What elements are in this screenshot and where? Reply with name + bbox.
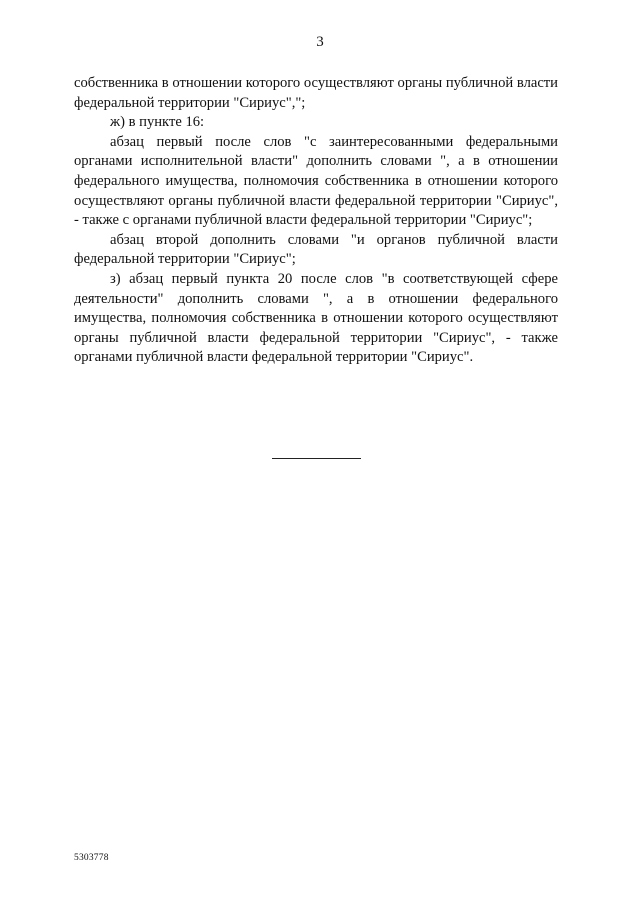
paragraph-item-zh: ж) в пункте 16: bbox=[110, 114, 205, 131]
paragraph-continuation: собственника в отношении которого осуществляют органы публичной власти федеральной территории "Сириус","; bbox=[74, 75, 558, 111]
end-divider-line bbox=[272, 458, 361, 459]
paragraph-second-abzac: абзац второй дополнить словами "и органов публичной власти федеральной территории "Сириус"; bbox=[74, 231, 558, 268]
paragraph-first-abzac: абзац первый после слов "с заинтересованными федеральными органами исполнительной власти" дополнить словами ", а в отношении федерального имущества, полномочия собственника в отношении которого осуществляют органы публичной власти федеральной территории "Сириус", - также с органами публичной власти федеральной территории "Сириус"; bbox=[74, 133, 558, 229]
paragraph-item-z: з) абзац первый пункта 20 после слов "в соответствующей сфере деятельности" дополнить словами ", а в отношении федерального имущества, полномочия собственника в отношении которого осуществляют органы публичной власти федеральной территории "Сириус", - также органами публичной власти федеральной территории "Сириус". bbox=[74, 270, 558, 366]
page-number: 3 bbox=[316, 34, 324, 50]
document-body bbox=[74, 74, 558, 368]
document-code: 5303778 bbox=[74, 853, 109, 863]
